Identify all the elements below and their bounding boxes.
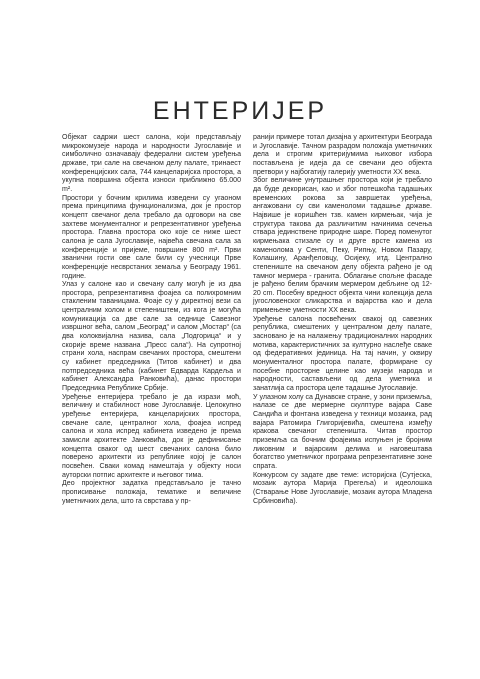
paragraph: Због величине унутрашњег простора који је требало да буде декорисан, као и због потешкоћа тадашњих временских рокова за завршетак уређења, ангажовани су сви каменоломи тадашње државе. Највише је коришћен тзв. камен кирмењак, чија је структура такова да различитим начинима сечења ствара јединствене природне шаре. Поред поменутог кирмењака стизале су и друге врсте камена из каменолома у Сенти, Пеку, Рипњу, Новом Пазару, Колашину, Аранђеловцу, Осијеку, итд. Централно степениште на свечаном делу објекта рађено је од тамног мермера - гранита. Облагање спољне фасаде је рађено белим брачким мермером дебљине од 12-20 cm. Посебну вредност објекта чини колекција дела југословенског сликарства и вајарства као и дела примењене уметности XX века. — [253, 177, 432, 315]
left-column — [62, 134, 241, 506]
paragraph: Уређење салона посвећених свакој од савезних република, смештених у централном делу палате, засновано је на налажењу традиционалних народних мотива, карактеристичних за културно наслеђе сваке од федеративних јединица. На тај начин, у оквиру монументалног простора палате, формиране су посебне просторне целине као музеји народа и народности, састављени од дела уметника и занатлија са простора целе тадашње Југославије. — [253, 315, 432, 393]
paragraph: Објекат садржи шест салона, који представљају микрокомузеје народа и народности Југославије и симболично означавају федерални систем уређења државе, три сале на свечаном делу палате, тринаест конференцијских сала, 744 канцеларијска простора, а укупна површина објекта износи приближно 65.000 m². — [62, 134, 241, 193]
paragraph: У улазном холу са Дунавске стране, у зони приземља, налазе се две мермерне скулптуре вајара Саве Сандића и фонтана изведена у техници мозаика, рад вајара Ратомира Глигоријевића, смештена између кракова свечаног степеништа. Читав простор приземља са бочним фоајеима испуњен је бројним ликовним и вајарским делима и наговештава богатство уметничког програма репрезентативне зоне спрата. — [253, 393, 432, 470]
text-columns — [62, 134, 432, 506]
paragraph: Простори у бочним крилима изведени су угаоном према принципима функционализма, док је простор концепт свечаног дела требало да одговори на све захтеве монументалног и репрезентативног уређења простора. Главна простора око које се ниже шест салона је сала Југославије, највећа свечана сала за конференције и пријеме, површине 800 m². Први званични гости ове сале били су учесници Прве конференције несврстаних земаља у Београду 1961. године. — [62, 194, 241, 280]
paragraph: Улаз у салоне као и свечану салу могућ је из два простора, репрезентативна фоајеа са полихромним стакленим таваницама. Фоаје су у директној вези са централним холом и степеништем, из кога је могућа комуникација са две сале за седнице Савезног извршног већа, салом „Београд“ и салом „Мостар“ (са два колоквијална назива, сала „Подгорица“ и у скорије време названа „Пресс сала“). На супротној страни хола, наспрам свечаних простора, смештени су кабинет председника (Титов кабинет) и два потпредседника већа (кабинет Едварда Кардеља и кабинет Александра Ранковића), данас простори Председника Републике Србије. — [62, 281, 241, 393]
paragraph: Уређење ентеријера требало је да изрази моћ, величину и стабилност нове Југославије. Целокупно уређење ентеријера, канцеларијских простора, свечане сале, централног хола, фоајеа испред салона и хола испред кабинета изведено је према замисли архитекте Јанковића, док је дефинисање концепта сваког од шест свечаних салона било поверено архитекти из републике којој је салон посвећен. Сваки комад намештаја у објекту носи ауторски потпис архитекте и његовог тима. — [62, 393, 241, 479]
paragraph: ранији примере тотал дизајна у архитектури Београда и Југославије. Тачном разрадом положаја уметничких дела и строгим критеријумима њиховог избора постављена је идеја да се свечани део објекта претвори у најбогатију галерију уметности XX века. — [253, 134, 432, 176]
page-title: ЕНТЕРИЈЕР — [152, 96, 328, 125]
paragraph: Конкурсом су задате две теме: историјска (Сутјеска, мозаик аутора Марија Прегеља) и идеолошка (Стварање Нове Југославије, мозаик аутора Младена Србиновића). — [253, 471, 432, 505]
paragraph: Део пројектног задатка представљало је тачно прописивање положаја, тематике и величине уметничких дела, што га сврстава у пр- — [62, 480, 241, 505]
right-column — [253, 134, 432, 506]
